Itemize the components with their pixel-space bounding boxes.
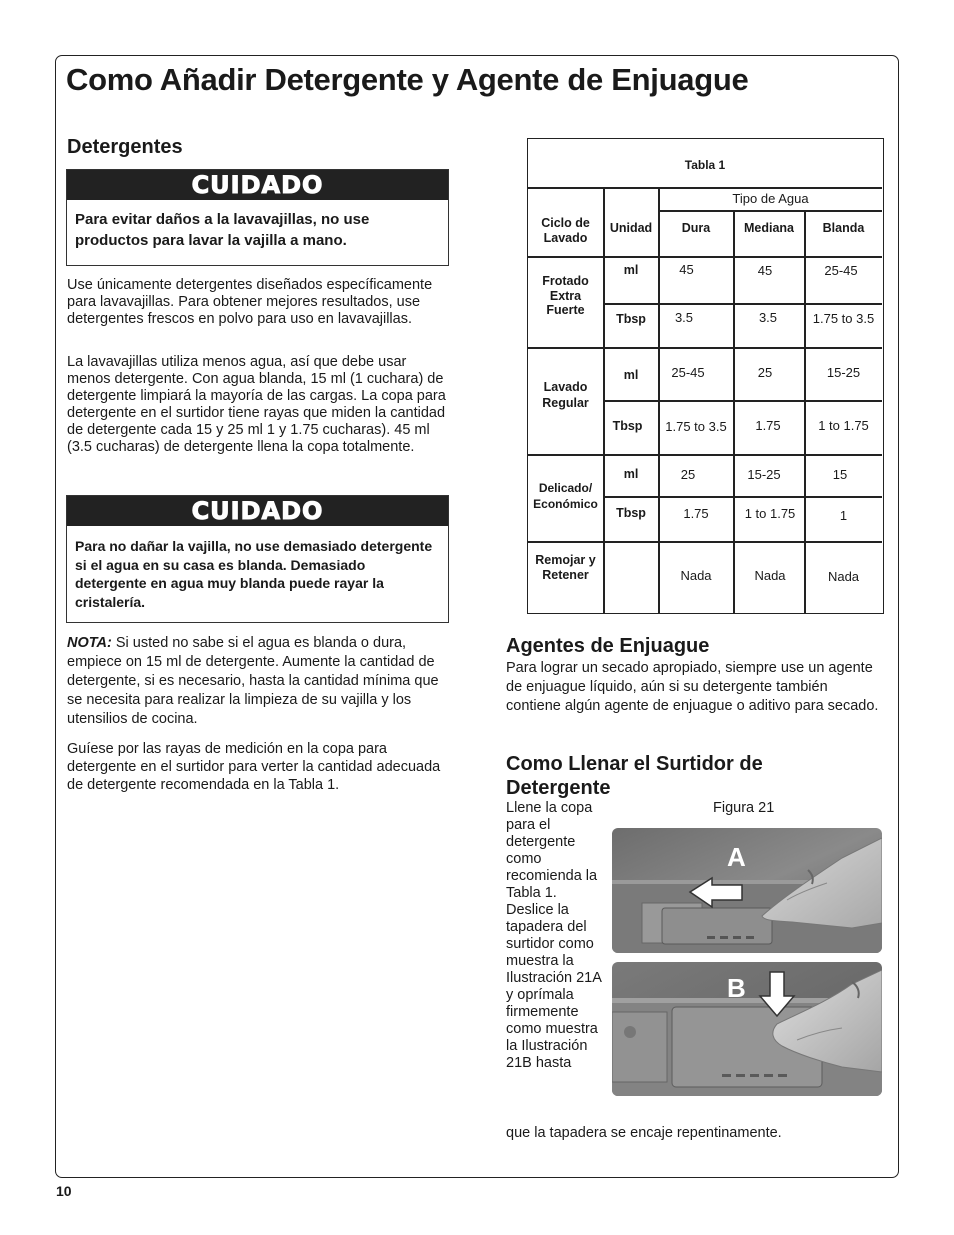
figure-21a-photo xyxy=(612,828,882,953)
caution-text: Para no dañar la vajilla, no use demasiado detergente si el agua en su casa es blanda. Demasiado detergente en agua muy blanda puede rayar la cristalería. xyxy=(75,538,433,610)
llenar-paragraph-end: que la tapadera se encaje repentinamente. xyxy=(506,1125,782,1141)
table-cell: 25-45 xyxy=(671,365,705,380)
detergent-table xyxy=(527,138,884,614)
figure-caption: Figura 21 xyxy=(713,800,775,816)
paragraph-detergent-use: Use únicamente detergentes diseñados específicamente para lavavajillas. Para obtener mejores resultados, use detergentes frescos en polvo para uso en lavavajillas. xyxy=(67,277,433,327)
table-cycle-label: Delicado/ Económico xyxy=(533,481,598,511)
table-group-header: Tipo de Agua xyxy=(732,191,809,206)
table-cell: 15 xyxy=(832,467,848,482)
table-unit-label: Tbsp xyxy=(616,312,646,326)
caution-label: CUIDADO xyxy=(191,497,324,525)
caution-box-2 xyxy=(66,495,449,623)
caution-label-bar xyxy=(67,496,448,526)
table-cell: Nada xyxy=(754,568,786,583)
table-cell: 1.75 xyxy=(683,506,709,521)
page-number: 10 xyxy=(56,1183,72,1199)
table-unit-label: ml xyxy=(623,263,639,277)
llenar-heading: Como Llenar el Surtidor de Detergente xyxy=(506,753,763,799)
table-unit-label: ml xyxy=(623,467,639,481)
table-cell: 1.75 to 3.5 xyxy=(812,311,875,326)
table-unit-label: Tbsp xyxy=(616,506,646,520)
paragraph-detergent-amount: La lavavajillas utiliza menos agua, así que debe usar menos detergente. Con agua blanda, 15 ml (1 cuchara) de detergente limpiará la mayoría de las cargas. La copa para detergente en el surtidor tiene rayas que miden la cantidad de detergente cada 15 y 25 ml 1 y 1.75 cucharas). 45 ml (3.5 cucharas) de detergente llena la copa totalmente. xyxy=(67,354,446,455)
table-cell: 45 xyxy=(679,262,694,277)
table-cycle-label: Remojar y Retener xyxy=(535,553,596,582)
table-header-unidad: Unidad xyxy=(609,221,653,235)
figure-21b-photo xyxy=(612,962,882,1096)
table-cell: Nada xyxy=(680,568,712,583)
table-cell: 25 xyxy=(757,365,773,380)
table-header-dura: Dura xyxy=(681,221,711,235)
table-unit-label: Tbsp xyxy=(612,419,643,433)
llenar-paragraph: Llene la copa para el detergente como recomienda la Tabla 1. Deslice la tapadera del surtidor como muestra la Ilustración 21A y oprímala firmemente como muestra la Ilustración 21B hasta xyxy=(506,800,602,1071)
note-paragraph xyxy=(67,634,450,729)
table-cell: 3.5 xyxy=(674,310,694,325)
table-cell: 25-45 xyxy=(824,263,858,278)
table-header-ciclo: Ciclo de Lavado xyxy=(541,216,590,245)
caution-label: CUIDADO xyxy=(191,171,324,199)
table-cell: 1.75 xyxy=(755,418,781,433)
table-cell: 1 to 1.75 xyxy=(744,506,796,521)
table-cell: 3.5 xyxy=(758,310,778,325)
table-cell: 1 xyxy=(839,508,848,523)
table-cycle-label: Frotado Extra Fuerte xyxy=(542,274,589,317)
table-cell: Nada xyxy=(827,569,860,584)
agentes-paragraph: Para lograr un secado apropiado, siempre use un agente de enjuague líquido, aún si su detergente también contiene algún agente de enjuague o aditivo para secado. xyxy=(506,660,879,714)
table-cell: 15-25 xyxy=(747,467,781,482)
figure-21a-label: A xyxy=(727,842,746,872)
caution-box-1 xyxy=(66,169,449,266)
note-text: Si usted no sabe si el agua es blanda o dura, empiece on 15 ml de detergente. Aumente la cantidad de detergente, si es necesario, hasta la cantidad mínima que se necesita para realizar la limpieza de su vajilla y los utensilios de cocina. xyxy=(67,635,439,727)
note-label: NOTA: xyxy=(67,635,112,651)
table-unit-label: ml xyxy=(623,368,639,382)
detergentes-heading: Detergentes xyxy=(67,136,183,158)
table-title: Tabla 1 xyxy=(684,158,726,172)
table-header-blanda: Blanda xyxy=(822,221,865,235)
caution-text: Para evitar daños a la lavavajillas, no use productos para lavar la vajilla a mano. xyxy=(75,211,370,249)
page-title: Como Añadir Detergente y Agente de Enjuague xyxy=(66,62,749,97)
table-cell: 1.75 to 3.5 xyxy=(665,419,727,434)
table-cell: 15-25 xyxy=(826,365,861,380)
table-cell: 45 xyxy=(757,263,773,278)
table-cycle-label: Lavado Regular xyxy=(542,380,589,410)
caution-label-bar xyxy=(67,170,448,200)
table-header-mediana: Mediana xyxy=(743,221,794,235)
agentes-heading: Agentes de Enjuague xyxy=(506,635,710,657)
table-cell: 1 to 1.75 xyxy=(818,418,869,433)
paragraph-measuring-lines: Guíese por las rayas de medición en la copa para detergente en el surtidor para verter la cantidad adecuada de detergente recomendada en la Tabla 1. xyxy=(67,741,441,793)
table-cell: 25 xyxy=(680,467,696,482)
figure-21b-label: B xyxy=(727,973,746,1003)
